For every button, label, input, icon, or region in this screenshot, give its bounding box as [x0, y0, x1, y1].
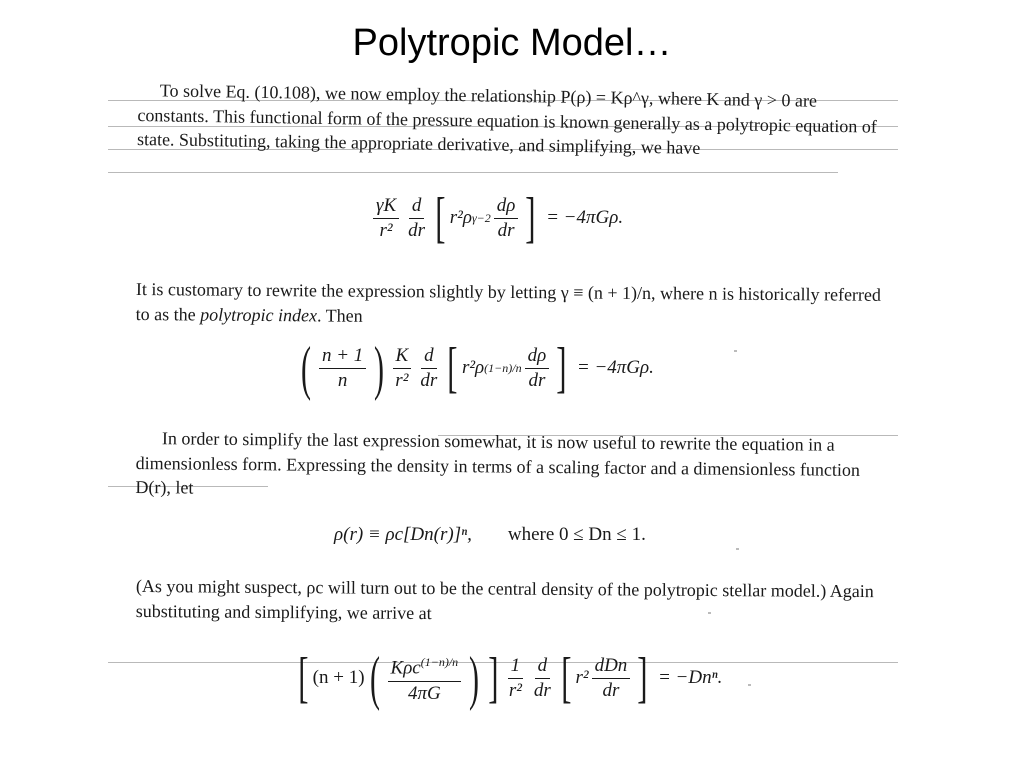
eq1-inner-lead: r²ρ — [449, 207, 472, 228]
eq4-paren-open: ( — [369, 645, 380, 711]
paragraph-polytropic-index — [136, 277, 888, 332]
eq2-inner-exponent: (1−n)/n — [484, 360, 522, 375]
eq4-inner-bracket-close: ] — [637, 647, 648, 709]
scan-speck — [736, 548, 739, 550]
p2-emphasis: polytropic index — [200, 304, 318, 325]
eq2-rhs: = −4πGρ. — [576, 357, 654, 378]
equation-4 — [294, 645, 723, 711]
eq2-derivative: $\frac{d}{dr}$ — [420, 344, 438, 391]
eq4-inner-lead: r² — [575, 667, 589, 688]
eq4-lead: (n + 1) — [312, 667, 365, 688]
eq4-paren-close: ) — [469, 645, 480, 711]
paragraph-polytropic-eos: To solve Eq. (10.108), we now employ the relationship P(ρ) = Kρ^γ, where K and γ > 0 are constants. This functional form of the pressure equation is known generally as a polytropic equation of state. Substituting, taking the appropriate derivative, and simplifying, we have — [136, 80, 877, 158]
eq4-k-fraction: $\frac{K\rho c^{(1-n)/n}}{4\pi G}$ — [388, 651, 462, 704]
p2-text-b: . Then — [316, 304, 363, 326]
eq2-paren-close: ) — [374, 335, 385, 401]
eq2-paren-open: ( — [300, 335, 311, 401]
eq2-bracket-open: [ — [447, 337, 458, 399]
eq1-rhs: = −4πGρ. — [546, 207, 624, 228]
slide-title: Polytropic Model… — [352, 22, 672, 64]
equation-2 — [296, 335, 654, 401]
scanned-page — [108, 72, 898, 722]
eq3-condition: where 0 ≤ Dn ≤ 1. — [507, 524, 646, 545]
eq2-n-fraction: $\frac{n + 1}{n}$ — [319, 345, 366, 392]
eq1-drho-dr: $\frac{d\rho}{dr}$ — [494, 195, 519, 242]
scan-speck — [734, 350, 737, 352]
equation-1 — [370, 187, 624, 249]
eq4-inverse-r2: $\frac{1}{\text{r²}}$ — [508, 654, 522, 701]
eq4-k-exponent: (1−n)/n — [420, 655, 459, 670]
eq4-k-numerator: Kρc — [390, 657, 421, 679]
scan-speck — [748, 684, 751, 686]
eq1-derivative: $\frac{d}{dr}$ — [408, 194, 426, 241]
eq2-drho-dr: $\frac{d\rho}{dr}$ — [525, 345, 550, 392]
eq1-inner-exponent: γ−2 — [471, 210, 491, 225]
eq1-coefficient: $\frac{\gamma K}{\text{r²}}$ — [373, 195, 399, 242]
equation-3 — [334, 524, 646, 546]
p2-text-a: It is customary to rewrite the expression slightly by letting γ ≡ (n + 1)/n, where n is historically referred to as the — [135, 278, 882, 325]
eq2-k-fraction: $\frac{K}{\text{r²}}$ — [392, 345, 411, 392]
eq3-definition: ρ(r) ≡ ρc[Dn(r)]ⁿ, — [334, 524, 472, 545]
eq1-bracket-open: [ — [435, 187, 446, 249]
eq4-rhs: = −Dnⁿ. — [657, 667, 723, 688]
eq4-bracket-close: ] — [488, 647, 499, 709]
paragraph-central-density: (As you might suspect, ρc will turn out to be the central density of the polytropic stellar model.) Again substituting and simplifying, we arrive at — [135, 575, 874, 623]
eq2-inner-lead: r²ρ — [461, 357, 485, 378]
eq2-bracket-close: ] — [556, 337, 567, 399]
eq4-bracket-open: [ — [298, 647, 309, 709]
eq1-bracket-close: ] — [525, 187, 536, 249]
eq4-inner-bracket-open: [ — [561, 647, 572, 709]
paragraph-dimensionless-form: In order to simplify the last expression somewhat, it is now useful to rewrite the equation in a dimensionless form. Expressing the density in terms of a scaling factor and a dimensionless function D(r), let — [135, 428, 861, 498]
scan-speck — [708, 612, 711, 614]
eq4-ddn-dr: $\frac{\text{dDn}}{dr}$ — [592, 655, 631, 702]
eq4-derivative: $\frac{d}{dr}$ — [533, 654, 551, 701]
scan-line — [108, 172, 838, 173]
